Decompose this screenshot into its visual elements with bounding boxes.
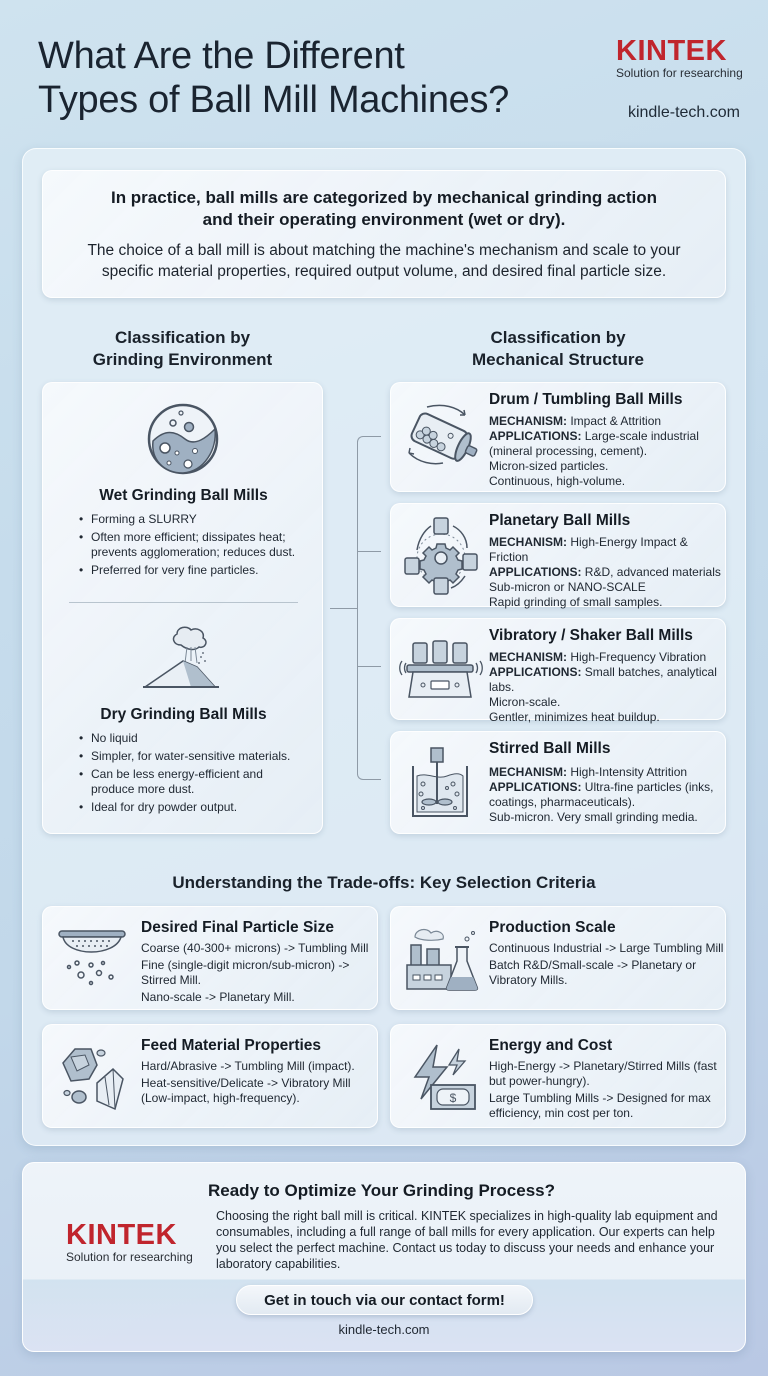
bullet-item: • Forming a SLURRY bbox=[77, 512, 307, 527]
planetary-gear-jars-icon bbox=[403, 516, 479, 596]
criterion-body bbox=[141, 1059, 377, 1108]
title-line-1: What Are the Different bbox=[38, 35, 405, 77]
heading-line: Mechanical Structure bbox=[472, 350, 644, 369]
intro-headline-line: and their operating environment (wet or dry). bbox=[202, 210, 566, 229]
criterion-card-production-scale bbox=[390, 906, 726, 1010]
dry-grinding-title: Dry Grinding Ball Mills bbox=[100, 706, 267, 723]
intro-headline-line: In practice, ball mills are categorized by mechanical grinding action bbox=[110, 188, 658, 207]
criterion-line: Nano-scale -> Planetary Mill. bbox=[141, 990, 295, 1004]
stirred-tank-agitator-icon bbox=[409, 746, 473, 820]
extra-line: Sub-micron. Very small grinding media. bbox=[489, 810, 698, 824]
mill-type-title: Stirred Ball Mills bbox=[489, 740, 611, 757]
cta-logo[interactable] bbox=[66, 1220, 193, 1264]
connector-line bbox=[330, 608, 357, 609]
criterion-line: Hard/Abrasive -> Tumbling Mill (impact). bbox=[141, 1059, 355, 1073]
sieve-particles-icon bbox=[57, 927, 129, 995]
mill-type-details bbox=[489, 414, 725, 489]
criterion-line: Large Tumbling Mills -> Designed for max efficiency, min cost per ton. bbox=[489, 1091, 711, 1120]
extra-line: Micron-scale. bbox=[489, 695, 561, 709]
extra-line: Sub-micron or NANO-SCALE bbox=[489, 580, 646, 594]
lightning-money-icon bbox=[407, 1043, 479, 1111]
criterion-title: Energy and Cost bbox=[489, 1037, 613, 1054]
mechanism-line bbox=[489, 535, 725, 565]
page-title bbox=[38, 34, 598, 122]
powder-pile-dust-icon bbox=[143, 623, 223, 691]
mechanism-value: High-Frequency Vibration bbox=[570, 650, 707, 664]
mechanism-value: High-Intensity Attrition bbox=[570, 765, 688, 779]
mill-type-title: Drum / Tumbling Ball Mills bbox=[489, 391, 683, 408]
applications-label: APPLICATIONS: bbox=[489, 565, 582, 579]
criterion-title: Feed Material Properties bbox=[141, 1037, 322, 1054]
bullet-item: • Ideal for dry powder output. bbox=[77, 800, 307, 815]
contact-form-button[interactable]: Get in touch via our contact form! bbox=[236, 1285, 533, 1315]
mechanism-line bbox=[489, 650, 725, 665]
heading-line: Classification by bbox=[114, 328, 251, 347]
mechanical-heading bbox=[390, 327, 726, 371]
footer-url-link[interactable]: kindle-tech.com bbox=[338, 1322, 430, 1337]
brand-tagline: Solution for researching bbox=[616, 66, 743, 80]
criterion-line: Batch R&D/Small-scale -> Planetary or Vibratory Mills. bbox=[489, 958, 697, 987]
tradeoffs-heading: Understanding the Trade-offs: Key Selection Criteria bbox=[172, 873, 596, 892]
criterion-title: Desired Final Particle Size bbox=[141, 919, 334, 936]
mill-type-title: Planetary Ball Mills bbox=[489, 512, 631, 529]
mechanism-label: MECHANISM: bbox=[489, 650, 567, 664]
intro-body bbox=[43, 240, 725, 282]
applications-label: APPLICATIONS: bbox=[489, 780, 582, 794]
applications-label: APPLICATIONS: bbox=[489, 429, 582, 443]
connector-line bbox=[357, 551, 381, 552]
criterion-line: High-Energy -> Planetary/Stirred Mills (fast but power-hungry). bbox=[489, 1059, 717, 1088]
bullet-item: • No liquid bbox=[77, 731, 307, 746]
extra-line: Rapid grinding of small samples. bbox=[489, 595, 663, 609]
criterion-line: Continuous Industrial -> Large Tumbling Mill bbox=[489, 941, 724, 955]
criterion-card-feed-material bbox=[42, 1024, 378, 1128]
criterion-line: Heat-sensitive/Delicate -> Vibratory Mill (Low-impact, high-frequency). bbox=[141, 1076, 351, 1105]
brand-name: KINTEK bbox=[66, 1219, 177, 1251]
mill-type-card-planetary bbox=[390, 503, 726, 607]
criterion-line: Fine (single-digit micron/sub-micron) -> Stirred Mill. bbox=[141, 958, 350, 987]
brand-tagline: Solution for researching bbox=[66, 1250, 193, 1264]
connector-bracket bbox=[357, 436, 381, 780]
criterion-card-particle-size bbox=[42, 906, 378, 1010]
vibrating-shaker-icon bbox=[399, 639, 483, 705]
applications-value: R&D, advanced materials bbox=[584, 565, 721, 579]
mechanism-label: MECHANISM: bbox=[489, 765, 567, 779]
title-line-2: Types of Ball Mill Machines? bbox=[38, 79, 510, 121]
bullet-item: • Can be less energy-efficient and produce more dust. bbox=[77, 767, 307, 797]
mill-type-card-vibratory bbox=[390, 618, 726, 724]
cta-title: Ready to Optimize Your Grinding Process? bbox=[208, 1181, 555, 1200]
mill-type-details bbox=[489, 765, 725, 825]
criterion-card-energy-cost bbox=[390, 1024, 726, 1128]
heading-line: Grinding Environment bbox=[92, 350, 273, 369]
mechanism-label: MECHANISM: bbox=[489, 414, 567, 428]
rocks-crystal-icon bbox=[57, 1041, 129, 1113]
header-logo[interactable] bbox=[616, 36, 743, 80]
intro-body-line: The choice of a ball mill is about matching the machine's mechanism and scale to your bbox=[87, 242, 681, 259]
bullet-item: • Often more efficient; dissipates heat; prevents agglomeration; reduces dust. bbox=[77, 530, 307, 560]
wet-grinding-bullets bbox=[77, 512, 307, 581]
extra-line: Micron-sized particles. bbox=[489, 459, 609, 473]
criterion-title: Production Scale bbox=[489, 919, 616, 936]
applications-value: Ultra-fine particles (inks, coatings, pharmaceuticals). bbox=[489, 780, 714, 809]
mechanism-label: MECHANISM: bbox=[489, 535, 567, 549]
slurry-flask-icon bbox=[145, 401, 221, 477]
mechanism-value: Impact & Attrition bbox=[570, 414, 662, 428]
dry-grinding-bullets bbox=[77, 731, 307, 818]
mechanism-value: High-Energy Impact & Friction bbox=[489, 535, 688, 564]
extra-line: Gentler, minimizes heat buildup. bbox=[489, 710, 660, 724]
applications-line bbox=[489, 429, 725, 459]
factory-flask-icon bbox=[405, 925, 481, 993]
intro-card bbox=[42, 170, 726, 298]
divider bbox=[69, 602, 298, 603]
mill-type-card-drum bbox=[390, 382, 726, 492]
criterion-body bbox=[141, 941, 377, 1007]
bullet-item: • Simpler, for water-sensitive materials. bbox=[77, 749, 307, 764]
applications-line bbox=[489, 780, 725, 810]
mill-type-title: Vibratory / Shaker Ball Mills bbox=[489, 627, 693, 644]
mill-type-details bbox=[489, 650, 725, 725]
mill-type-card-stirred bbox=[390, 731, 726, 834]
mechanism-line bbox=[489, 414, 725, 429]
bullet-item: • Preferred for very fine particles. bbox=[77, 563, 307, 578]
applications-label: APPLICATIONS: bbox=[489, 665, 582, 679]
heading-line: Classification by bbox=[490, 328, 626, 347]
applications-line bbox=[489, 565, 725, 580]
mill-type-details bbox=[489, 535, 725, 610]
extra-line: Continuous, high-volume. bbox=[489, 474, 626, 488]
criterion-body bbox=[489, 1059, 725, 1123]
criterion-line: Coarse (40-300+ microns) -> Tumbling Mill bbox=[141, 941, 369, 955]
mechanism-line bbox=[489, 765, 725, 780]
criterion-body bbox=[489, 941, 725, 990]
connector-line bbox=[357, 666, 381, 667]
cta-body: Choosing the right ball mill is critical. KINTEK specializes in high-quality lab equipment and consumables, including a full range of ball mills for every application. Our experts can help you select the perfect machine. Contact us today to discuss your needs and enhance your laboratory capabilities. bbox=[216, 1209, 718, 1271]
environment-heading bbox=[42, 327, 323, 371]
intro-body-line: specific material properties, required output volume, and desired final particle size. bbox=[101, 263, 667, 280]
svg-text:$: $ bbox=[449, 1091, 457, 1105]
wet-grinding-title: Wet Grinding Ball Mills bbox=[99, 487, 268, 504]
applications-line bbox=[489, 665, 725, 695]
header-url-link[interactable]: kindle-tech.com bbox=[627, 104, 740, 121]
applications-value: Large-scale industrial (mineral processing, cement). bbox=[489, 429, 699, 458]
intro-headline bbox=[43, 187, 725, 231]
tumbling-drum-icon bbox=[399, 401, 483, 473]
applications-value: Small batches, analytical labs. bbox=[489, 665, 717, 694]
environment-card bbox=[42, 382, 323, 834]
brand-name: KINTEK bbox=[616, 35, 727, 67]
